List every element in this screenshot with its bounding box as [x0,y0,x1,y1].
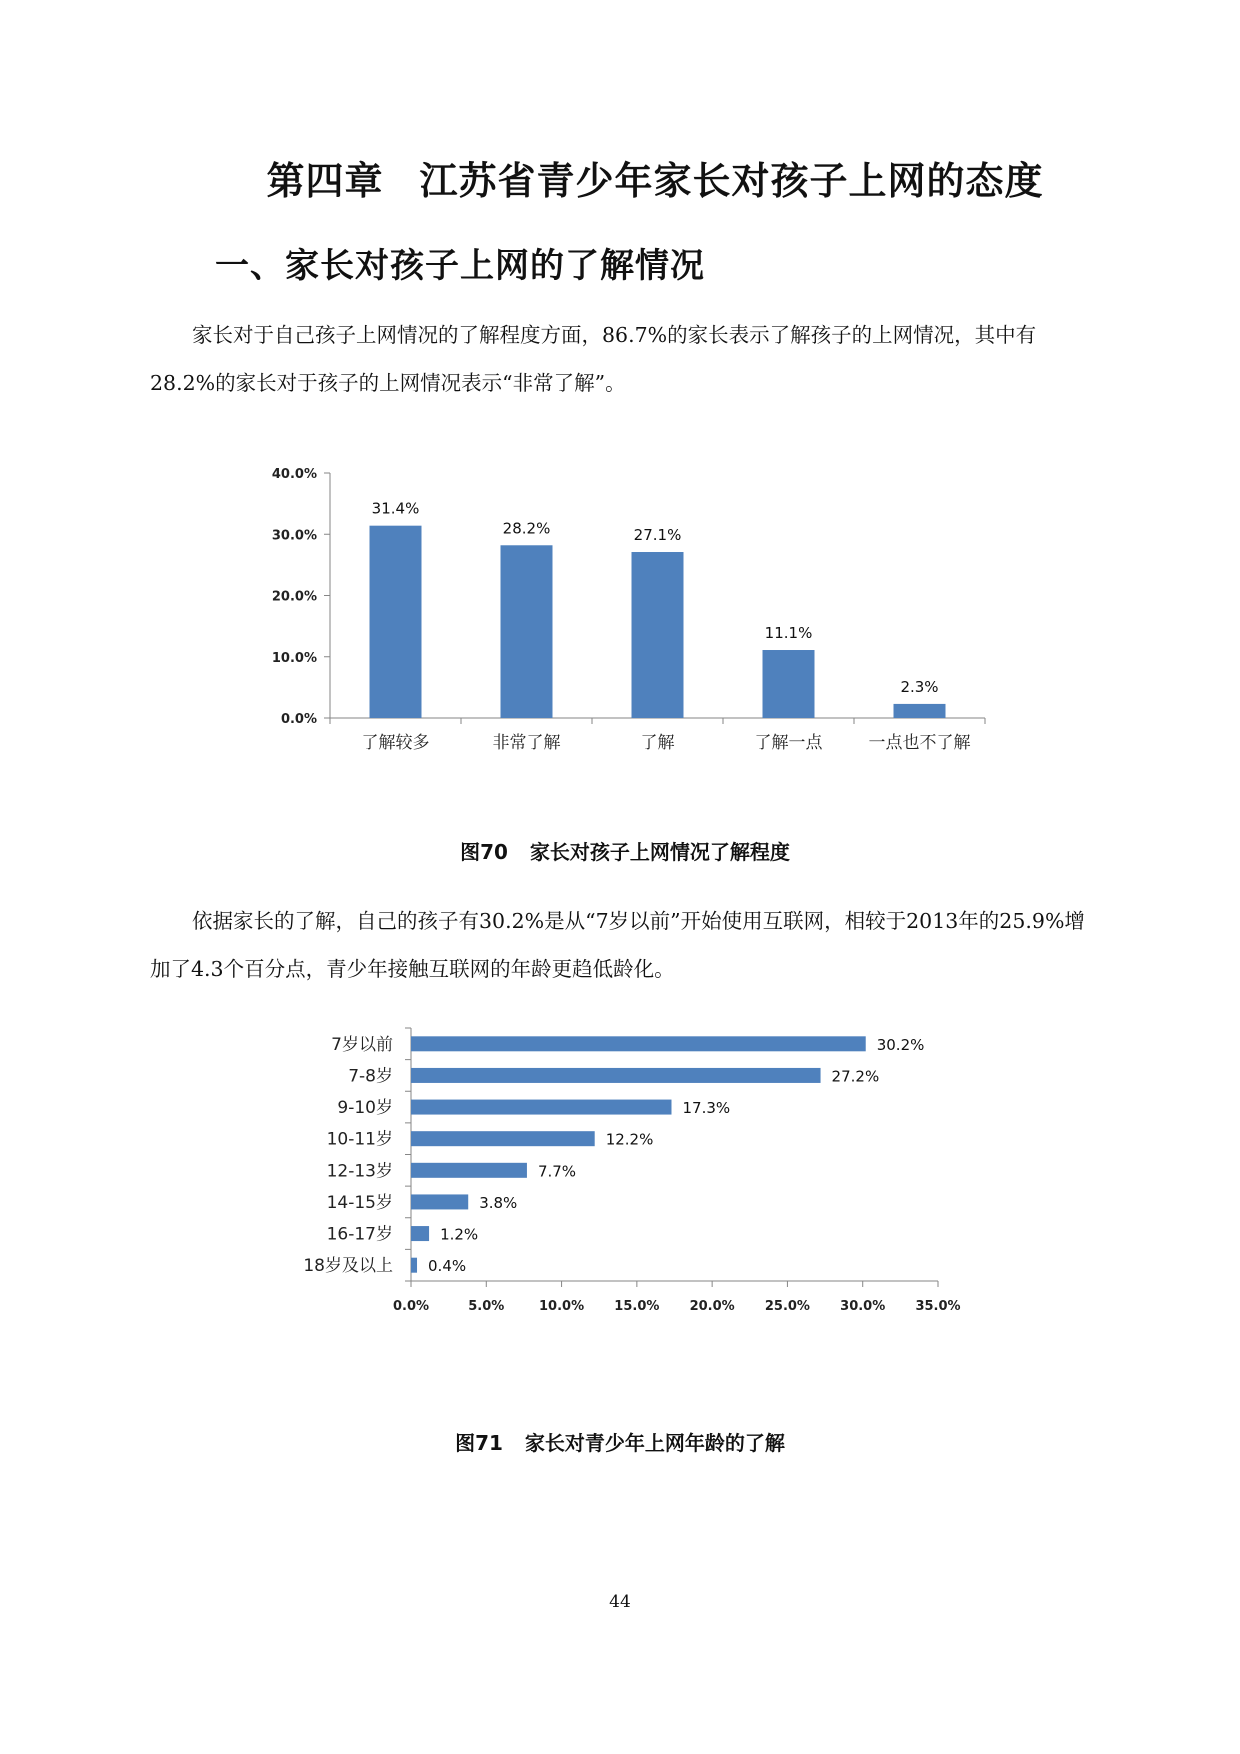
bar [411,1226,429,1241]
bar [763,650,815,718]
category-label: 12-13岁 [326,1161,393,1182]
page-number: 44 [609,1592,631,1612]
bar [894,704,946,718]
chapter-number: 第四章 [266,158,384,203]
y-tick-label: 30.0% [271,528,317,544]
bar-data-label: 7.7% [537,1162,577,1181]
bar [370,526,422,718]
figure-70-caption-text: 家长对孩子上网情况了解程度 [529,840,790,864]
x-tick-label: 20.0% [689,1299,735,1314]
bar [501,545,553,718]
paragraph-2: 依据家长的了解，自己的孩子有30.2%是从“7岁以前”开始使用互联网，相较于2013年的25.9%增加了4.3个百分点，青少年接触互联网的年龄更趋低龄化。 [150,909,1085,981]
x-tick-label: 25.0% [764,1299,810,1314]
category-label: 7-8岁 [348,1066,393,1087]
category-label: 7岁以前 [331,1034,393,1055]
bar-data-label: 17.3% [682,1099,731,1118]
bar [411,1068,821,1083]
figure-71-caption-text: 家长对青少年上网年龄的了解 [524,1431,785,1455]
category-label: 了解 [640,733,675,753]
x-tick-label: 35.0% [915,1299,961,1314]
x-tick-label: 15.0% [614,1299,660,1314]
bar [411,1258,417,1273]
bar-data-label: 1.2% [440,1225,479,1244]
y-tick-label: 20.0% [271,589,317,605]
category-label: 14-15岁 [326,1192,393,1213]
category-label: 18岁及以上 [303,1256,393,1277]
bar-data-label: 28.2% [502,519,551,538]
chapter-title-text: 江苏省青少年家长对孩子上网的态度 [419,158,1044,203]
category-label: 了解较多 [361,733,430,753]
bar-data-label: 30.2% [876,1035,925,1054]
bar [632,552,684,718]
horizontal-bar-chart [0,1018,1240,1338]
bar [411,1100,671,1115]
chapter-title [0,150,1240,205]
figure-70-number: 图70 [460,840,508,864]
y-tick-label: 40.0% [271,467,317,482]
category-label: 了解一点 [754,733,823,753]
figure-70-chart [0,455,1240,785]
bar-data-label: 11.1% [764,624,813,643]
bar-data-label: 2.3% [900,677,939,696]
figure-71-chart [0,1018,1240,1338]
bar-data-label: 3.8% [479,1193,518,1212]
figure-70-caption [0,836,1240,865]
section-title: 一、家长对孩子上网的了解情况 [215,246,705,286]
x-tick-label: 0.0% [392,1299,430,1314]
x-tick-label: 5.0% [468,1299,505,1314]
bar-data-label: 27.1% [633,526,682,545]
bar [411,1036,866,1051]
figure-71-number: 图71 [455,1431,503,1455]
x-tick-label: 30.0% [840,1299,886,1314]
bar-data-label: 27.2% [831,1067,880,1086]
category-label: 10-11岁 [326,1129,393,1150]
vertical-bar-chart [0,455,1240,785]
bar-data-label: 12.2% [605,1130,654,1149]
category-label: 一点也不了解 [868,733,971,753]
bar-data-label: 0.4% [428,1257,467,1276]
category-label: 16-17岁 [326,1224,393,1245]
y-tick-label: 10.0% [271,650,317,666]
bar [411,1163,527,1178]
paragraph-1: 家长对于自己孩子上网情况的了解程度方面，86.7%的家长表示了解孩子的上网情况，其中有28.2%的家长对于孩子的上网情况表示“非常了解”。 [150,323,1037,395]
category-label: 非常了解 [492,733,561,753]
bar-data-label: 31.4% [371,499,420,518]
bar [411,1131,595,1146]
y-tick-label: 0.0% [280,712,317,727]
x-tick-label: 10.0% [539,1299,585,1314]
bar [411,1194,468,1209]
category-label: 9-10岁 [337,1098,393,1119]
figure-71-caption [0,1427,1240,1456]
